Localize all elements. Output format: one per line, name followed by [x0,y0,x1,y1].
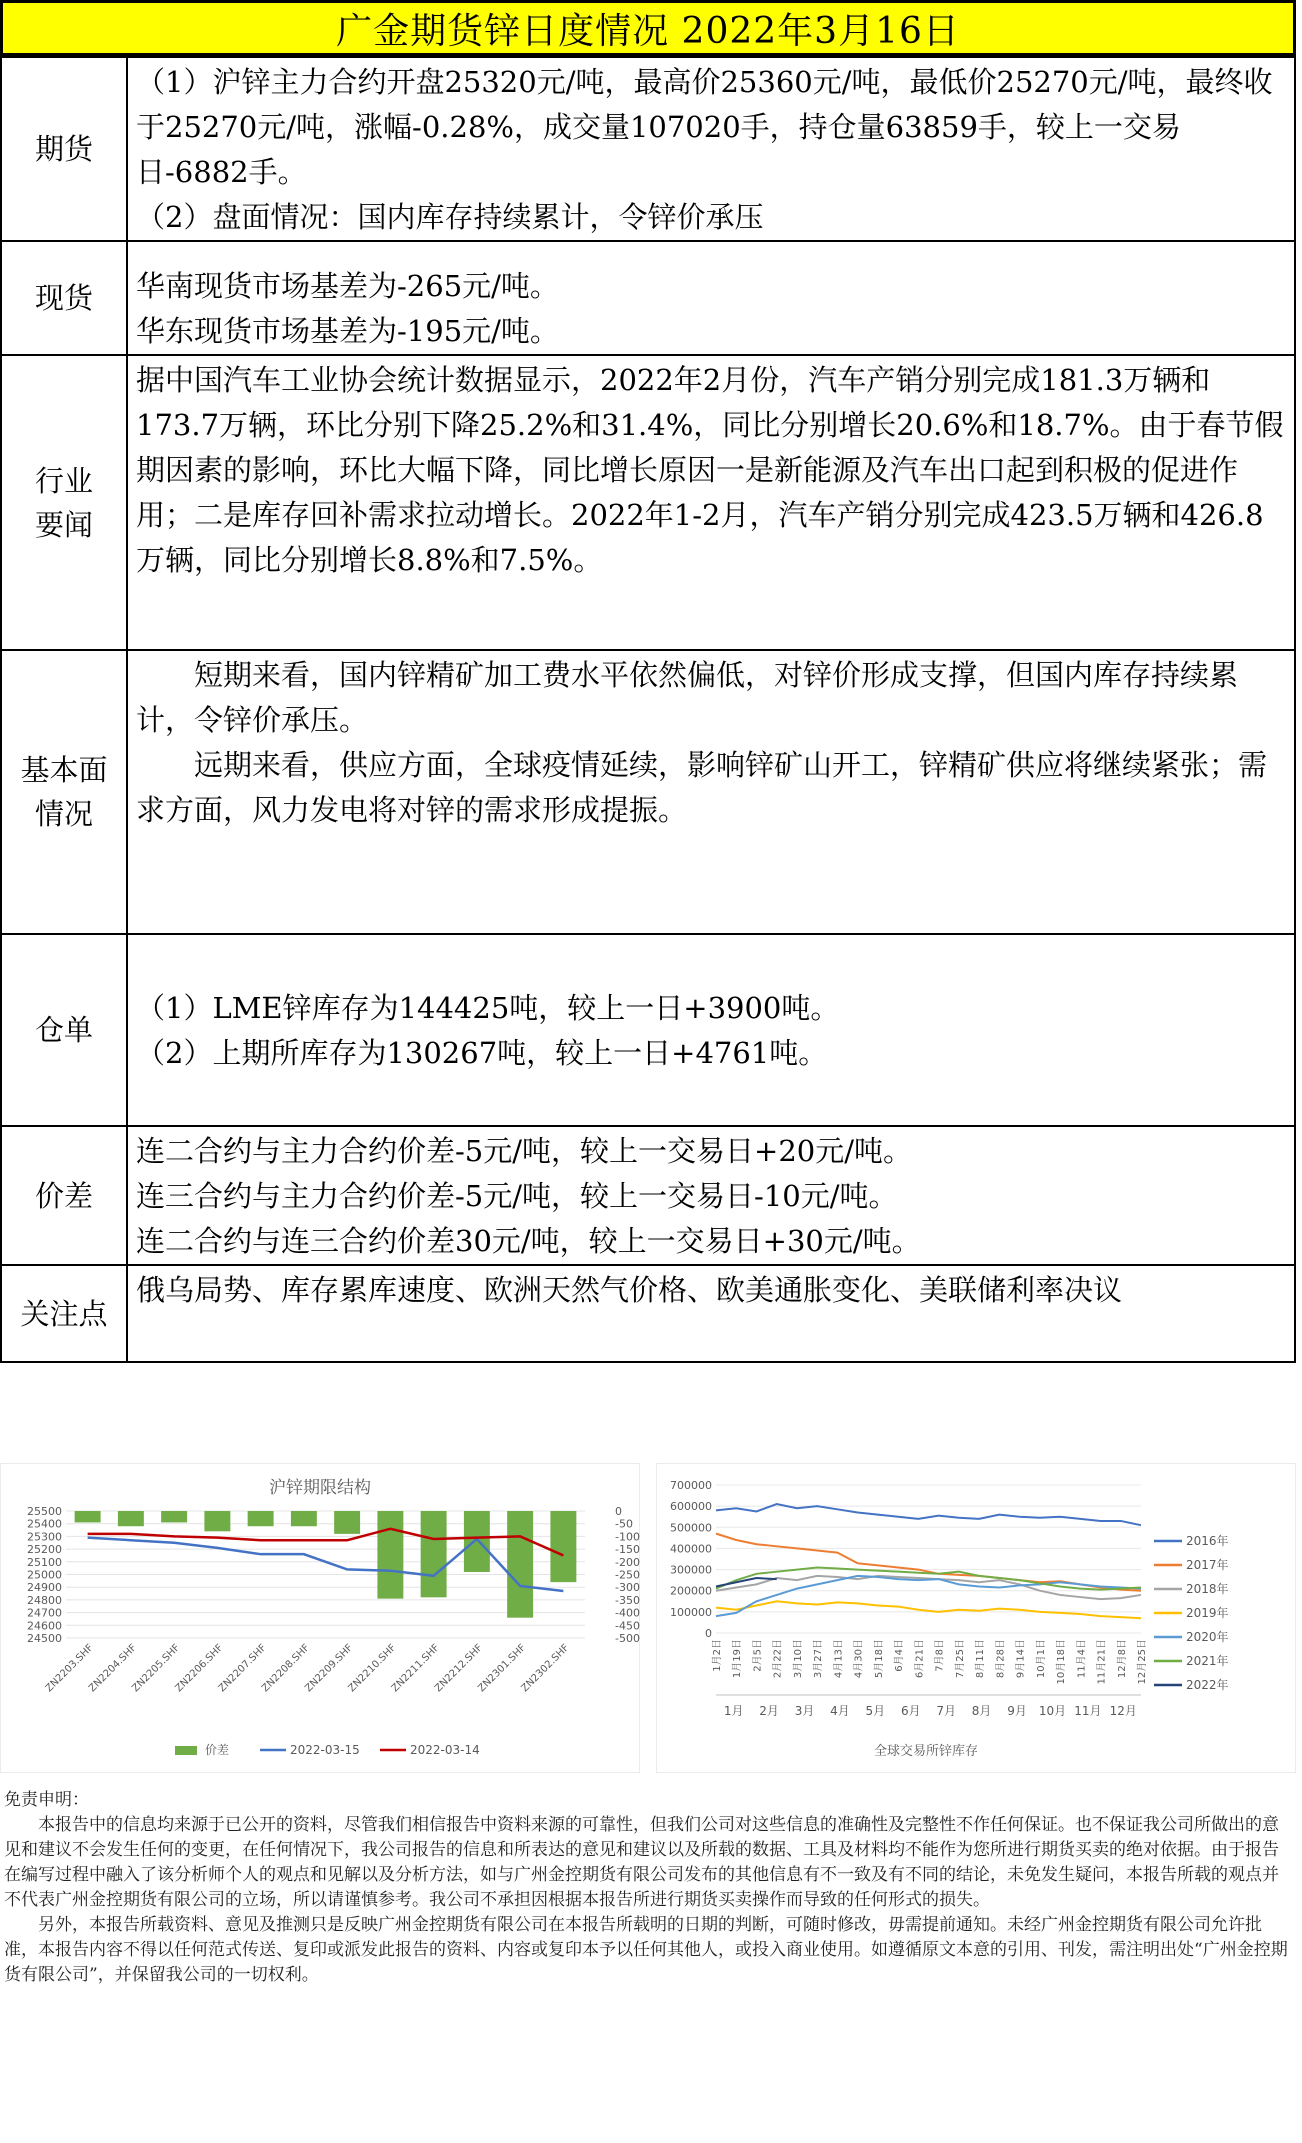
y-axis-tick-label: 700000 [670,1479,712,1492]
spread-bar [421,1511,447,1597]
left-axis-tick-label: 25100 [27,1555,62,1569]
x-tick-label: 5月18日 [873,1639,885,1679]
left-axis-tick-label: 24700 [27,1606,62,1620]
row-content [127,1265,1295,1362]
x-tick-label: 11月21日 [1096,1639,1108,1685]
spread-bar [248,1511,274,1526]
category-label: ZN2211.SHF [389,1642,442,1695]
spread-bar [161,1511,187,1522]
chart-title: 沪锌期限结构 [269,1478,371,1498]
right-axis-tick-label: -100 [615,1530,640,1544]
disclaimer-paragraph: 另外，本报告所载资料、意见及推测只是反映广州金控期货有限公司在本报告所载明的日期的判断，可随时修改，毋需提前通知。未经广州金控期货有限公司允许批准，本报告内容不得以任何范式传送、复印或派发此报告的资料、内容或复印本予以任何其他人，或投入商业使用。如遵循原文本意的引用、刊发，需注明出处“广州金控期货有限公司”，并保留我公司的一切权利。 [4,1915,1288,1985]
right-axis-tick-label: -500 [615,1632,640,1645]
month-label: 6月 [900,1704,921,1718]
chart-title: 全球交易所锌库存 [873,1744,979,1759]
report-table [0,56,1296,1363]
row-label [1,650,127,934]
category-label: ZN2212.SHF [432,1642,485,1695]
x-tick-label: 2月5日 [752,1639,764,1672]
x-tick-label: 3月27日 [813,1639,825,1679]
inventory-chart [656,1463,1296,1773]
legend-label: 2021年 [1186,1654,1229,1668]
content-line: 短期来看，国内锌精矿加工费水平依然偏低，对锌价形成支撑，但国内库存持续累计，令锌价承压。 [136,658,1239,737]
month-label: 12月 [1109,1704,1137,1718]
x-tick-label: 4月30日 [853,1639,865,1679]
content-line: 连二合约与连三合约价差30元/吨，较上一交易日+30元/吨。 [136,1224,921,1258]
row-label: 期货 [1,57,127,241]
row-warehouse [1,934,1295,1126]
right-axis-tick-label: -50 [615,1517,633,1531]
category-label: ZN2205.SHF [130,1642,183,1695]
category-label: ZN2207.SHF [216,1642,269,1695]
disclaimer [4,1788,1294,1988]
y-axis-tick-label: 0 [705,1627,712,1640]
right-axis-tick-label: -350 [615,1593,640,1607]
right-axis-tick-label: -400 [615,1606,640,1620]
spread-bar [75,1511,101,1522]
x-tick-label: 1月19日 [732,1639,744,1679]
legend-label: 2020年 [1186,1630,1229,1644]
legend-label: 2019年 [1186,1606,1229,1620]
x-tick-label: 10月1日 [1035,1639,1047,1679]
month-label: 1月 [723,1704,744,1718]
content-line: 俄乌局势、库存累库速度、欧洲天然气价格、欧美通胀变化、美联储利率决议 [136,1273,1123,1307]
charts-area [0,1463,1296,1773]
right-axis-tick-label: -300 [615,1581,640,1595]
category-label: ZN2203.SHF [43,1642,96,1695]
left-axis-tick-label: 24900 [27,1581,62,1595]
legend-label: 2022年 [1186,1678,1229,1692]
x-tick-label: 1月2日 [712,1639,723,1672]
legend-label: 2017年 [1186,1558,1229,1572]
row-futures [1,57,1295,241]
category-label: ZN2210.SHF [346,1642,399,1695]
row-fundamentals [1,650,1295,934]
x-tick-label: 7月25日 [954,1639,966,1679]
disclaimer-heading: 免责申明： [4,1790,89,1810]
spread-bar [550,1511,576,1582]
category-label: ZN2208.SHF [259,1642,312,1695]
content-line: 华南现货市场基差为-265元/吨。 [136,269,559,303]
left-axis-tick-label: 25500 [27,1505,62,1518]
content-line: （2）上期所库存为130267吨，较上一日+4761吨。 [136,1036,828,1070]
row-content [127,355,1295,650]
row-content [127,57,1295,241]
legend-label: 价差 [205,1743,230,1757]
content-line: 连三合约与主力合约价差-5元/吨，较上一交易日-10元/吨。 [136,1179,898,1213]
row-content [127,934,1295,1126]
x-tick-label: 8月11日 [975,1639,987,1679]
row-spread [1,1126,1295,1265]
spread-bar [334,1511,360,1534]
x-tick-label: 11月4日 [1076,1639,1088,1679]
x-tick-label: 6月4日 [894,1639,906,1672]
row-label [1,355,127,650]
x-tick-label: 4月13日 [833,1639,845,1679]
month-label: 10月 [1038,1704,1067,1718]
spread-bar [507,1511,533,1618]
right-axis-tick-label: 0 [615,1505,622,1518]
row-label: 现货 [1,241,127,355]
disclaimer-paragraph: 本报告中的信息均来源于已公开的资料，尽管我们相信报告中资料来源的可靠性，但我们公司对这些信息的准确性及完整性不作任何保证。也不保证我公司所做出的意见和建议不会发生任何的变更，在任何情况下，我公司报告的信息和所表达的意见和建议以及所载的数据、工具及材料均不能作为您所进行期货买卖的绝对依据。由于报告在编写过程中融入了该分析师个人的观点和见解以及分析方法，如与广州金控期货有限公司发布的其他信息有不一致及有不同的结论，未免发生疑问，本报告所载的观点并不代表广州金控期货有限公司的立场，所以请谨慎参考。我公司不承担因根据本报告所进行期货买卖操作而导致的任何形式的损失。 [4,1815,1279,1910]
term-structure-chart [0,1463,640,1773]
row-content [127,241,1295,355]
month-label: 3月 [794,1704,815,1718]
chart-frame [0,1463,640,1773]
row-content [127,650,1295,934]
content-line: 华东现货市场基差为-195元/吨。 [136,314,559,348]
x-tick-label: 3月10日 [792,1639,804,1679]
spread-bar [291,1511,317,1526]
legend-label: 2022-03-15 [290,1743,360,1757]
left-axis-tick-label: 24500 [27,1632,62,1645]
y-axis-tick-label: 400000 [670,1542,712,1556]
left-axis-tick-label: 24800 [27,1593,62,1607]
category-label: ZN2209.SHF [303,1642,356,1695]
content-line: （1）沪锌主力合约开盘25320元/吨，最高价25360元/吨，最低价25270元/吨，最终收于25270元/吨，涨幅-0.28%，成交量107020手，持仓量63859手，较上一交易日-6882手。 [136,65,1273,189]
right-axis-tick-label: -150 [615,1543,640,1557]
month-label: 8月 [971,1704,992,1718]
left-axis-tick-label: 25200 [27,1543,62,1557]
content-line: 连二合约与主力合约价差-5元/吨，较上一交易日+20元/吨。 [136,1134,912,1168]
month-label: 4月 [830,1704,850,1718]
right-axis-tick-label: -450 [615,1619,640,1633]
row-label: 仓单 [1,934,127,1126]
spread-bar [464,1511,490,1572]
content-line: （1）LME锌库存为144425吨，较上一日+3900吨。 [136,991,840,1025]
category-label: ZN2206.SHF [173,1642,226,1695]
left-axis-tick-label: 25400 [27,1517,62,1531]
y-axis-tick-label: 600000 [670,1500,712,1514]
x-tick-label: 8月28日 [995,1639,1007,1679]
legend-label: 2016年 [1186,1534,1229,1548]
x-tick-label: 12月8日 [1116,1639,1128,1679]
spread-bar [118,1511,144,1526]
left-axis-tick-label: 25000 [27,1568,62,1582]
right-axis-tick-label: -250 [615,1568,640,1582]
spread-bar [377,1511,403,1599]
x-tick-label: 6月21日 [914,1639,926,1679]
month-label: 7月 [936,1704,957,1718]
row-label: 价差 [1,1126,127,1265]
month-label: 2月 [759,1704,779,1718]
content-line: 远期来看，供应方面，全球疫情延续，影响锌矿山开工，锌精矿供应将继续紧张；需求方面，风力发电将对锌的需求形成提振。 [136,748,1268,827]
row-focus [1,1265,1295,1362]
month-label: 5月 [865,1704,886,1718]
x-tick-label: 10月18日 [1056,1639,1068,1685]
legend-swatch [175,1746,197,1755]
x-tick-label: 2月22日 [772,1639,784,1679]
y-axis-tick-label: 300000 [670,1563,712,1577]
page-title: 广金期货锌日度情况 2022年3月16日 [0,0,1296,56]
y-axis-tick-label: 200000 [670,1584,712,1598]
content-line: （2）盘面情况：国内库存持续累计，令锌价承压 [136,200,764,234]
x-tick-label: 12月25日 [1137,1639,1148,1685]
row-label-text: 基本面情况 [20,753,108,831]
row-content [127,1126,1295,1265]
row-label: 关注点 [1,1265,127,1362]
x-tick-label: 9月14日 [1015,1639,1027,1679]
category-label: ZN2204.SHF [86,1642,139,1695]
left-axis-tick-label: 24600 [27,1619,62,1633]
row-industry-news [1,355,1295,650]
row-label-text: 行业要闻 [34,463,93,542]
legend-label: 2022-03-14 [410,1743,480,1757]
y-axis-tick-label: 100000 [670,1605,712,1619]
y-axis-tick-label: 500000 [670,1521,712,1535]
content-line: 据中国汽车工业协会统计数据显示，2022年2月份，汽车产销分别完成181.3万辆和173.7万辆，环比分别下降25.2%和31.4%，同比分别增长20.6%和18.7%。由于春节假期因素的影响，环比大幅下降，同比增长原因一是新能源及汽车出口起到积极的促进作用；二是库存回补需求拉动增长。2022年1-2月，汽车产销分别完成423.5万辆和426.8万辆，同比分别增长8.8%和7.5%。 [136,363,1284,577]
x-tick-label: 7月8日 [934,1639,946,1672]
left-axis-tick-label: 25300 [27,1530,62,1544]
legend-label: 2018年 [1186,1582,1229,1596]
category-label: ZN2301.SHF [476,1642,529,1695]
spread-bar [204,1511,230,1531]
right-axis-tick-label: -200 [615,1555,640,1569]
row-spot [1,241,1295,355]
month-label: 11月 [1074,1704,1102,1718]
month-label: 9月 [1007,1704,1027,1718]
category-label: ZN2302.SHF [519,1642,572,1695]
